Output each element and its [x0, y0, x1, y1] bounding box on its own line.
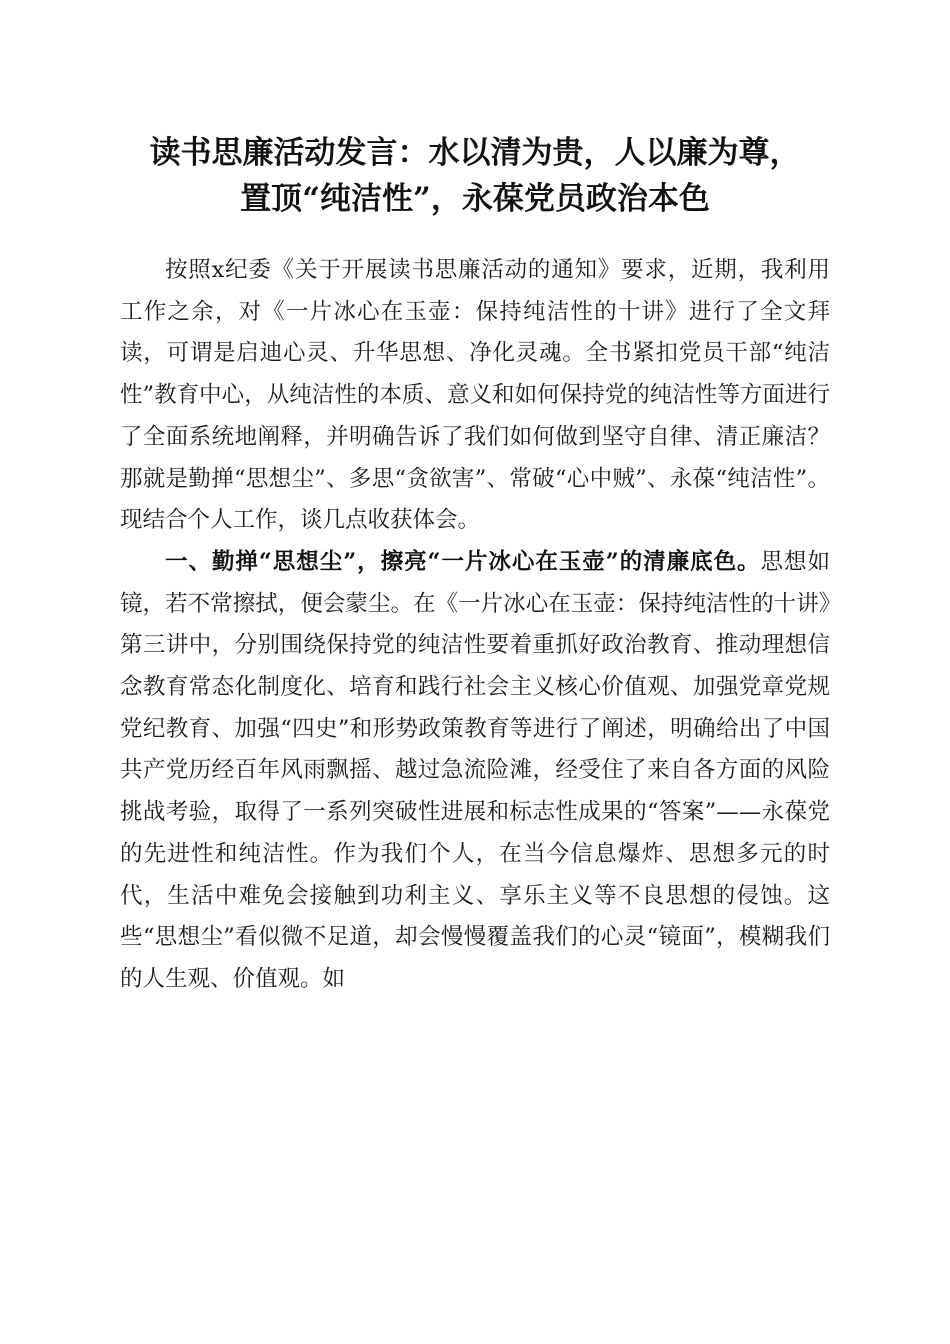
paragraph-text: 思想如镜，若不常擦拭，便会蒙尘。在《一片冰心在玉壶：保持纯洁性的十讲》第三讲中，分别围绕保持党的纯洁性要着重抓好政治教育、推动理想信念教育常态化制度化、培育和践行社会主义核心价值观、加强党章党规党纪教育、加强“四史”和形势政策教育等进行了阐述，明确给出了中国共产党历经百年风雨飘摇、越过急流险滩，经受住了来自各方面的风险挑战考验，取得了一系列突破性进展和标志性成果的“答案”——永葆党的先进性和纯洁性。作为我们个人，在当今信息爆炸、思想多元的时代，生活中难免会接触到功利主义、享乐主义等不良思想的侵蚀。这些“思想尘”看似微不足道，却会慢慢覆盖我们的心灵“镜面”，模糊我们的人生观、价值观。如 — [120, 548, 830, 992]
paragraph-text: 按照x纪委《关于开展读书思廉活动的通知》要求，近期，我利用工作之余，对《一片冰心在玉壶：保持纯洁性的十讲》进行了全文拜读，可谓是启迪心灵、升华思想、净化灵魂。全书紧扣党员干部“纯洁性”教育中心，从纯洁性的本质、意义和如何保持党的纯洁性等方面进行了全面系统地阐释，并明确告诉了我们如何做到坚守自律、清正廉洁？那就是勤掸“思想尘”、多思“贪欲害”、常破“心中贼”、永葆“纯洁性”。现结合个人工作，谈几点收获体会。 — [120, 257, 830, 534]
paragraph-section-1 — [120, 542, 830, 1001]
title-line-1: 读书思廉活动发言：水以清为贵，人以廉为尊， — [149, 135, 801, 171]
section-heading: 一、勤掸“思想尘”，擦亮“一片冰心在玉壶”的清廉底色。 — [165, 548, 761, 575]
document-title — [100, 130, 850, 222]
document-body — [120, 250, 830, 1001]
title-line-2: 置顶“纯洁性”，永葆党员政治本色 — [240, 181, 710, 217]
paragraph-intro — [120, 250, 830, 542]
